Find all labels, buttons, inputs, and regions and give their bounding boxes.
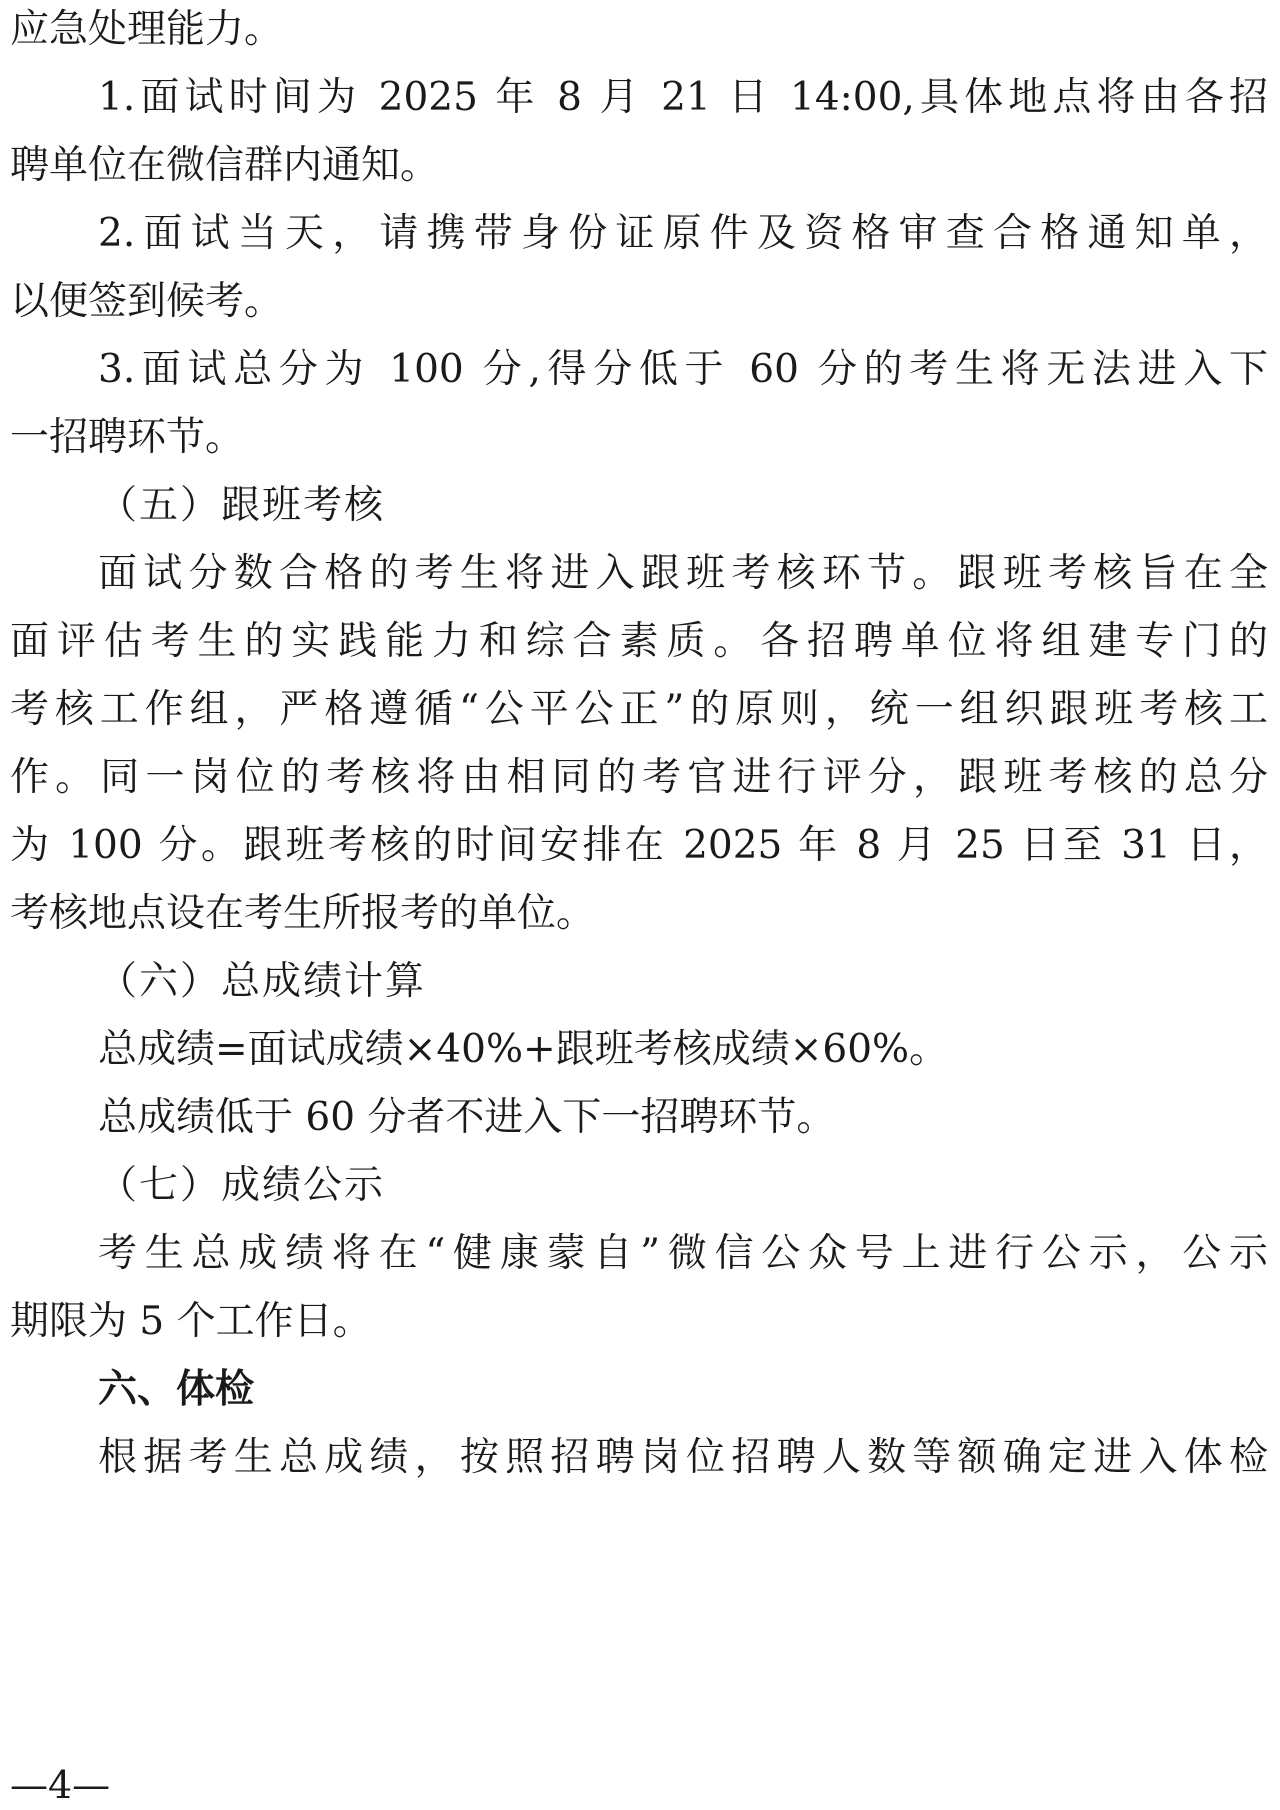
paragraph-line: 以便签到候考。 [10,279,284,324]
page-number: —4— [10,1763,111,1807]
paragraph-line: 面评估考生的实践能力和综合素质。各招聘单位将组建专门的 [10,619,1268,664]
paragraph-line: 考核地点设在考生所报考的单位。 [10,891,596,936]
paragraph-line: 2.面试当天，请携带身份证原件及资格审查合格通知单， [98,211,1268,256]
paragraph-line: 根据考生总成绩，按照招聘岗位招聘人数等额确定进入体检 [98,1435,1268,1480]
paragraph-line: 面试分数合格的考生将进入跟班考核环节。跟班考核旨在全 [98,551,1268,596]
paragraph-line: 聘单位在微信群内通知。 [10,143,440,188]
paragraph-line: 1.面试时间为 2025 年 8 月 21 日 14:00,具体地点将由各招 [98,75,1268,120]
section-heading: （五）跟班考核 [98,483,386,528]
paragraph-line: 一招聘环节。 [10,415,245,460]
paragraph-line: 考核工作组，严格遵循“公平公正”的原则，统一组织跟班考核工 [10,687,1268,732]
paragraph-line: 总成绩低于 60 分者不进入下一招聘环节。 [98,1095,836,1140]
section-heading: （七）成绩公示 [98,1163,386,1208]
section-heading: （六）总成绩计算 [98,959,427,1004]
paragraph-line: 3.面试总分为 100 分,得分低于 60 分的考生将无法进入下 [98,347,1268,392]
paragraph-line: 期限为 5 个工作日。 [10,1299,372,1344]
chapter-heading: 六、体检 [98,1367,255,1412]
formula-line: 总成绩=面试成绩×40%+跟班考核成绩×60%。 [98,1027,949,1072]
paragraph-line: 应急处理能力。 [10,7,284,52]
paragraph-line: 作。同一岗位的考核将由相同的考官进行评分，跟班考核的总分 [10,755,1268,800]
paragraph-line: 为 100 分。跟班考核的时间安排在 2025 年 8 月 25 日至 31 日， [10,823,1268,868]
paragraph-line: 考生总成绩将在“健康蒙自”微信公众号上进行公示，公示 [98,1231,1268,1276]
